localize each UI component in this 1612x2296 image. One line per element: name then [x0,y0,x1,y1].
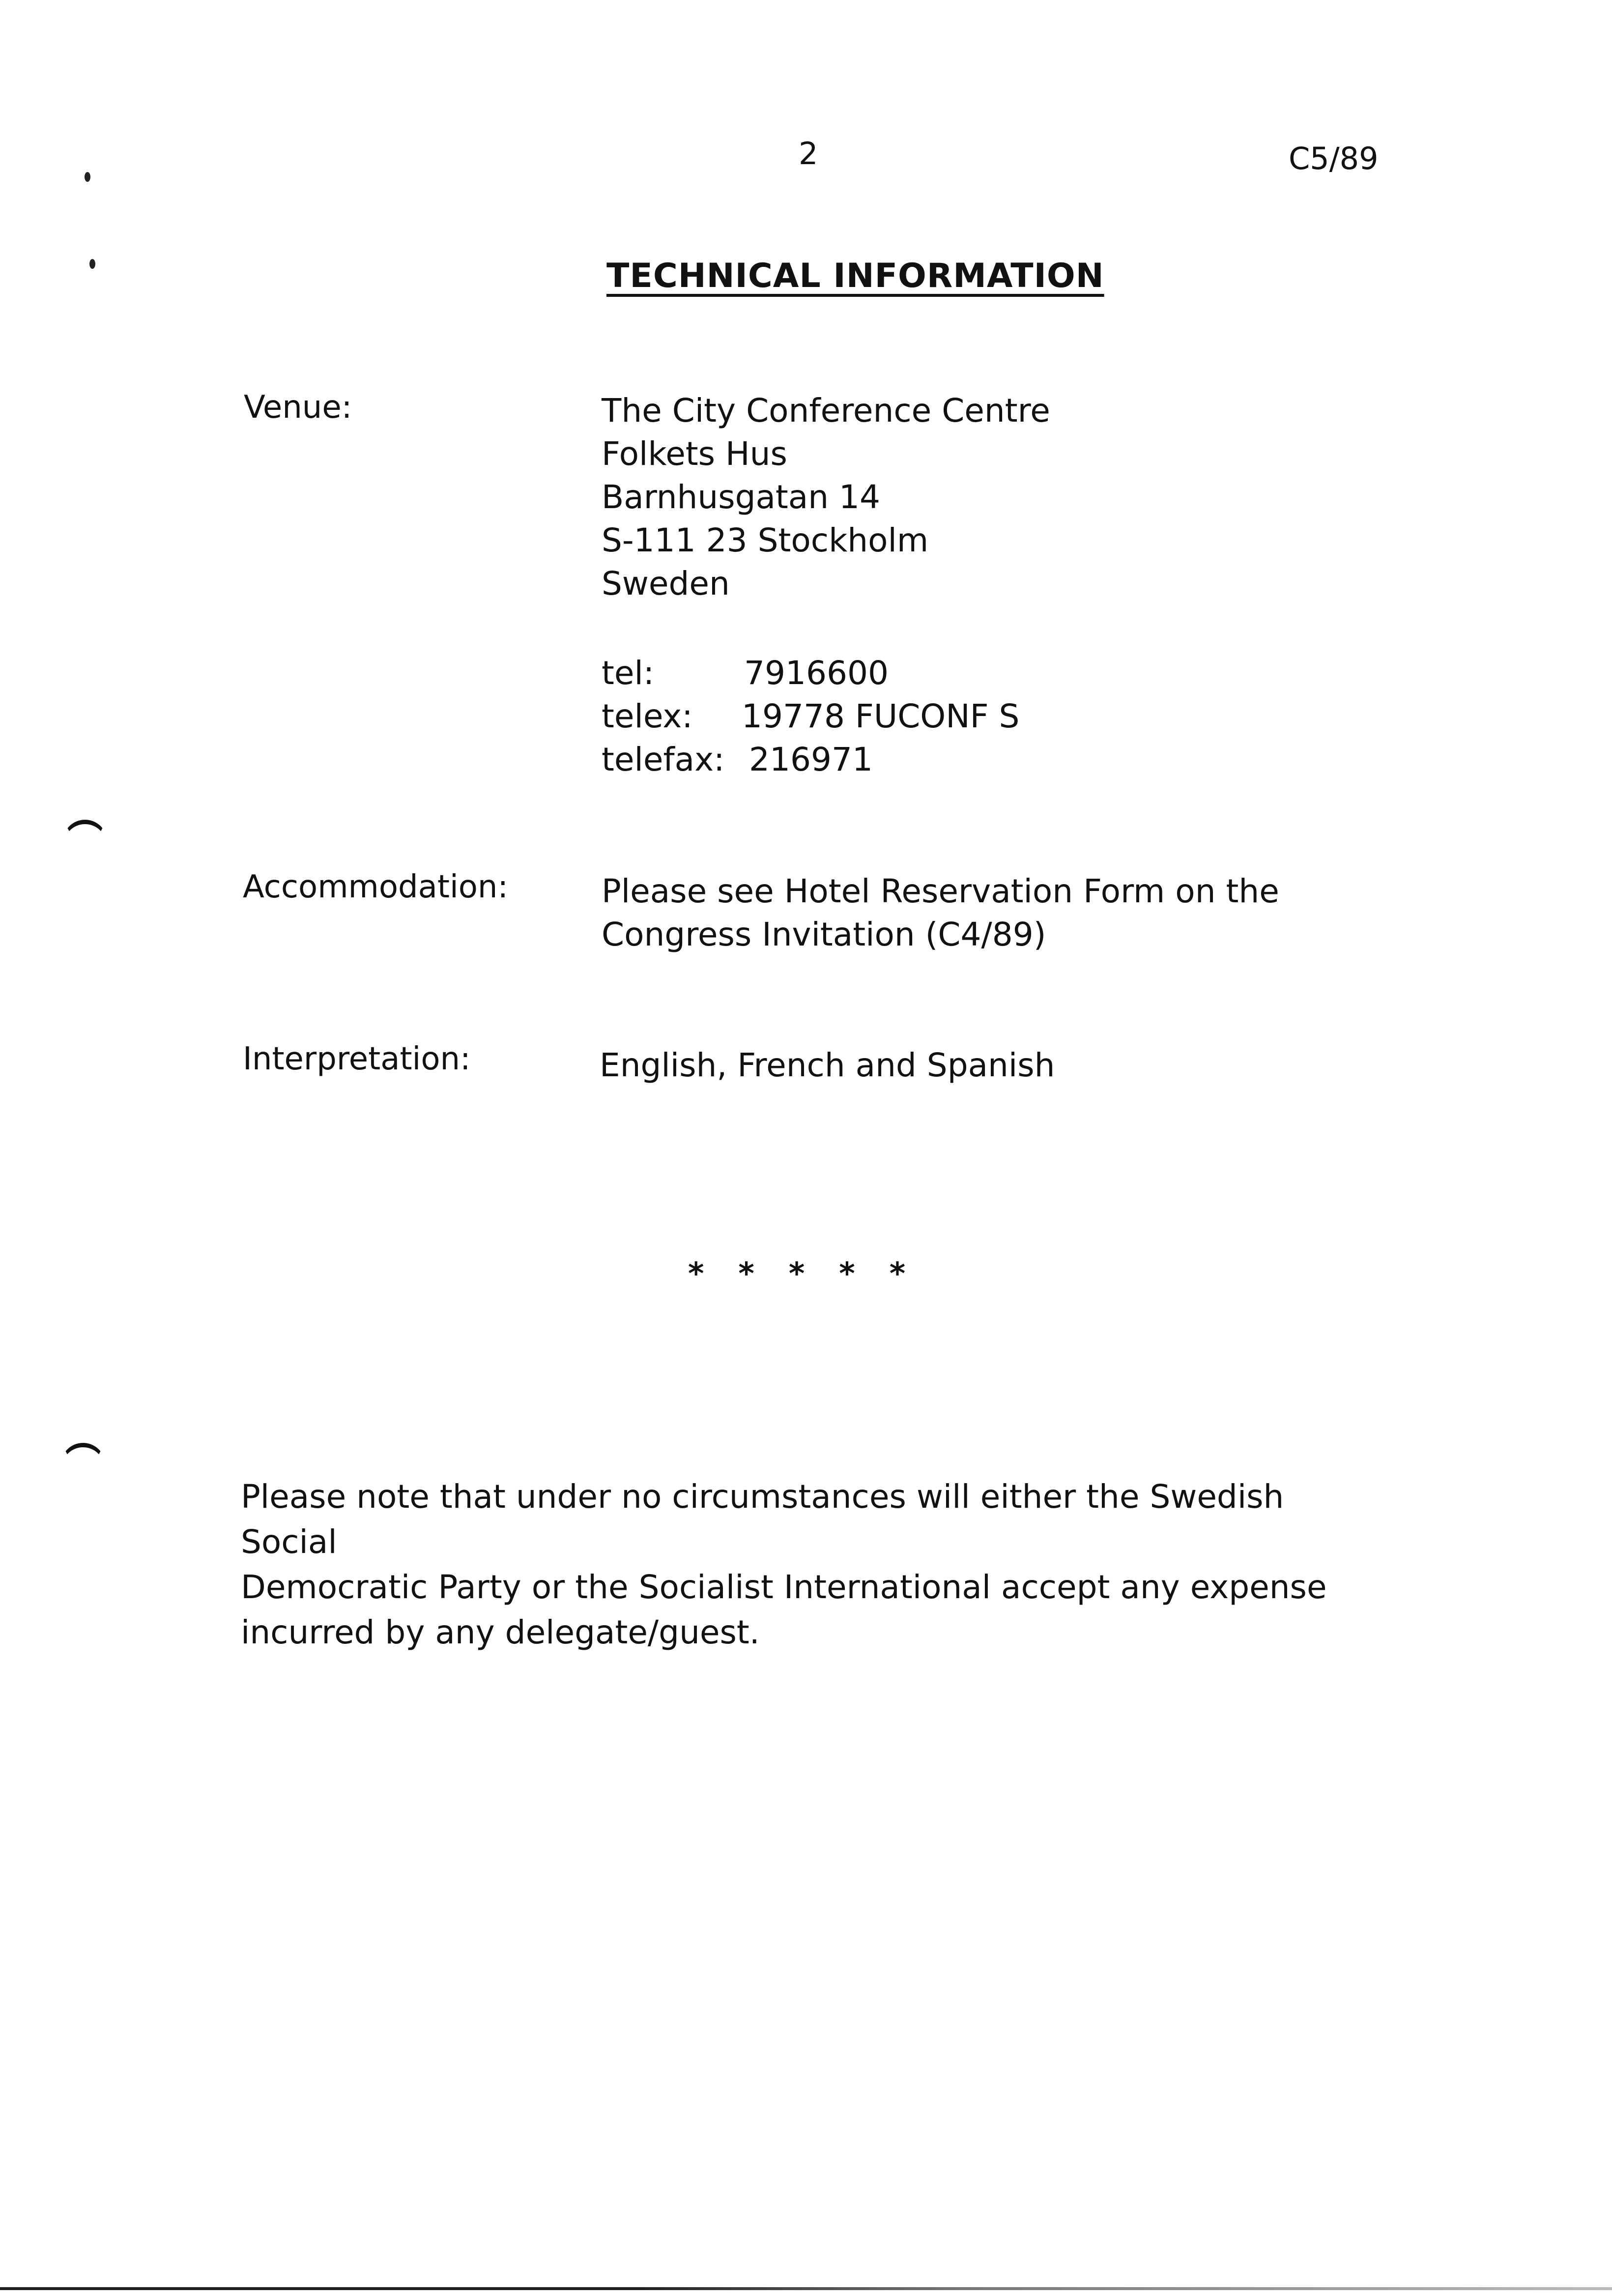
binder-hole-mark [61,1443,105,1487]
punch-mark [89,259,95,269]
page-title: TECHNICAL INFORMATION [606,257,1104,295]
note-line: Please note that under no circumstances will either the Swedish Social [241,1478,1284,1561]
accommodation-label: Accommodation: [243,869,509,905]
interpretation-text: English, French and Spanish [600,1046,1055,1084]
contact-key: tel: [602,654,655,692]
interpretation-label: Interpretation: [243,1041,471,1077]
contact-value: 216971 [749,741,873,778]
contact-key: telefax: [602,741,725,778]
accommodation-text: Please see Hotel Reservation Form on the Congress Invitation (C4/89) [602,872,1279,953]
disclaimer-note [241,1474,1371,1655]
venue-address-line: Barnhusgatan 14 [602,478,881,516]
venue-label: Venue: [244,389,352,426]
page-bottom-edge [0,2287,1612,2290]
contact-value: 19778 FUCONF S [742,697,1020,735]
punch-mark [85,172,90,182]
note-line: Democratic Party or the Socialist International accept any expense [241,1568,1327,1606]
note-line: incurred by any delegate/guest. [241,1613,760,1651]
section-separator: ***** [688,1256,940,1292]
document-reference: C5/89 [1289,141,1379,176]
venue-address [602,389,1050,605]
venue-address-line: S-111 23 Stockholm [602,521,929,559]
binder-hole-mark [63,820,107,863]
venue-address-line: Sweden [602,565,730,603]
contact-key: telex: [602,697,693,735]
contact-value: 7916600 [744,654,889,692]
venue-address-line: Folkets Hus [602,435,787,473]
venue-address-line: The City Conference Centre [602,392,1050,430]
page-number: 2 [799,136,818,172]
